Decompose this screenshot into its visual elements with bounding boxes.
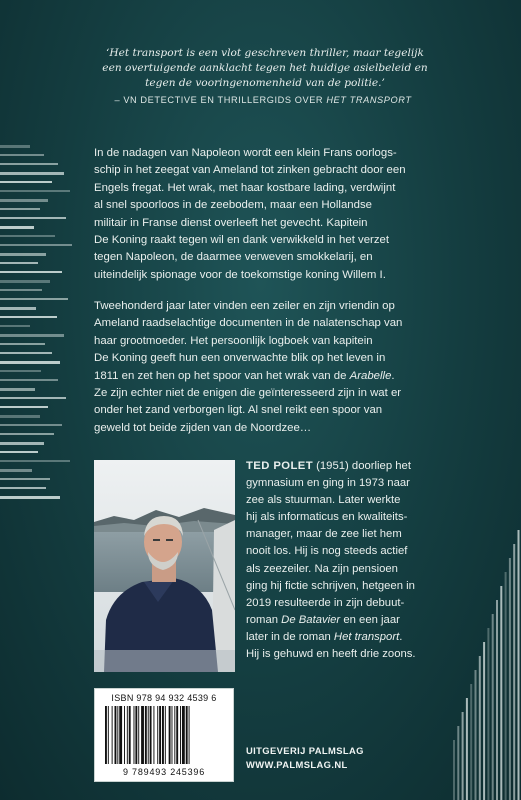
barcode-digits: 9 789493 245396	[122, 767, 206, 777]
decorative-bar	[0, 397, 66, 399]
decorative-bar	[0, 487, 46, 489]
quote-source-prefix: – VN DETECTIVE EN THRILLERGIDS OVER	[114, 95, 327, 105]
barcode-bar	[134, 706, 135, 764]
decorative-bar	[466, 698, 468, 800]
text-line: zee als stuurman. Later werkte	[246, 494, 401, 507]
barcode-bar	[115, 706, 117, 764]
barcode-bar	[108, 706, 109, 764]
barcode-bar	[157, 706, 158, 764]
decorative-bar	[0, 226, 34, 229]
decorative-bar	[0, 154, 44, 156]
decorative-bar	[513, 544, 515, 800]
quote-source	[88, 95, 438, 105]
text-line: als zeezeiler. Na zijn pensioen	[246, 562, 398, 575]
barcode-bar	[127, 706, 128, 764]
quote-line: ‘Het transport is een vlot geschreven thriller, maar tegelijk	[106, 47, 424, 59]
author-bio	[246, 458, 436, 663]
decorative-bar	[0, 316, 57, 318]
text-line: Tweehonderd jaar later vinden een zeiler en zijn vriendin op	[94, 300, 395, 312]
decorative-bar	[0, 460, 70, 462]
text-line: uiteindelijk spionage voor de toekomstige koning Willem I.	[94, 268, 386, 281]
text-line: Ameland raadselachtige documenten in de nalatenschap van	[94, 317, 403, 330]
barcode-bar	[180, 706, 181, 764]
barcode-bar	[141, 706, 144, 764]
decorative-bar	[0, 469, 32, 472]
decorative-bar	[0, 298, 68, 300]
barcode-bar	[112, 706, 113, 764]
decorative-bar	[0, 406, 48, 408]
decorative-bar	[0, 172, 64, 175]
publisher-url: WWW.PALMSLAG.NL	[246, 759, 348, 770]
text-fragment: .	[391, 369, 395, 382]
decorative-bar	[500, 586, 502, 800]
text-line: al snel spoorloos in de zeebodem, maar een Hollandse	[94, 199, 372, 212]
barcode-bars	[105, 706, 223, 766]
barcode-bar	[189, 706, 190, 764]
barcode-bar	[159, 706, 161, 764]
decorative-bar	[0, 217, 66, 219]
decorative-bar	[479, 656, 481, 800]
text-line: 2019 resulteerde in zijn debuut-	[246, 596, 405, 609]
decorative-bar	[0, 307, 36, 310]
decorative-bar	[518, 530, 520, 800]
quote-line: tegen de vooringenomenheid van de politie.’	[145, 77, 385, 89]
text-line: militair in Franse dienst overleeft het gevecht. Kapitein	[94, 216, 368, 229]
text-line: hij als informaticus en kwaliteits-	[246, 511, 408, 524]
text-line	[94, 368, 434, 385]
decorative-bar	[0, 289, 42, 291]
barcode-bar	[153, 706, 154, 764]
text-fragment: .	[399, 630, 403, 643]
text-line	[246, 612, 436, 629]
blurb-paragraph-2	[94, 298, 434, 437]
isbn-barcode	[94, 688, 234, 782]
decorative-bar	[0, 262, 38, 264]
book-title: De Batavier	[281, 613, 341, 626]
decorative-bar	[0, 442, 44, 445]
text-fragment: roman	[246, 613, 282, 626]
decorative-bar	[0, 199, 48, 202]
ship-name: Arabelle	[349, 369, 392, 382]
decorative-bars-left	[0, 0, 80, 800]
decorative-bar	[0, 415, 40, 418]
decorative-bar	[462, 712, 464, 800]
text-line: gymnasium en ging in 1973 naar	[246, 477, 410, 490]
barcode-bar	[172, 706, 173, 764]
decorative-bar	[0, 334, 64, 337]
barcode-bar	[124, 706, 125, 764]
text-line: Ze zijn echter niet de enigen die geïnteresseerd zijn in wat er	[94, 387, 402, 400]
text-line: In de nadagen van Napoleon wordt een klein Frans oorlogs-	[94, 147, 397, 159]
decorative-bars-right	[431, 0, 521, 800]
text-line: ging hij fictie schrijven, hetgeen in	[246, 579, 415, 592]
text-line: haar grootmoeder. Het persoonlijk logboek van kapitein	[94, 334, 373, 347]
barcode-bar	[176, 706, 178, 764]
decorative-bar	[0, 451, 38, 453]
decorative-bar	[453, 740, 455, 800]
decorative-bar	[0, 244, 72, 246]
decorative-bar	[475, 670, 477, 800]
text-line: tegen Napoleon, de daarmee verweven smokkelarij, en	[94, 251, 373, 264]
decorative-bar	[0, 235, 55, 237]
text-line: onder het zand verborgen ligt. Al snel reikt een spoor van	[94, 404, 383, 417]
decorative-bar	[492, 614, 494, 800]
text-line: nooit los. Hij is nog steeds actief	[246, 545, 408, 558]
decorative-bar	[0, 352, 52, 354]
decorative-bar	[0, 343, 45, 345]
decorative-bar	[0, 181, 52, 183]
author-photo	[94, 460, 235, 672]
blurb-paragraph-1	[94, 145, 434, 284]
decorative-bar	[0, 478, 50, 480]
barcode-bar	[105, 706, 107, 764]
decorative-bar	[0, 271, 62, 273]
decorative-bar	[0, 433, 54, 435]
book-title: Het transport	[333, 630, 400, 643]
quote-source-title: HET TRANSPORT	[326, 95, 412, 105]
text-fragment: later in de roman	[246, 630, 334, 643]
decorative-bar	[0, 361, 60, 364]
publisher-name: UITGEVERIJ PALMSLAG	[246, 745, 364, 756]
barcode-bar	[165, 706, 166, 764]
barcode-bar	[162, 706, 164, 764]
isbn-label: ISBN 978 94 932 4539 6	[111, 693, 217, 703]
decorative-bar	[0, 253, 46, 256]
decorative-bar	[0, 496, 60, 499]
barcode-bar	[129, 706, 131, 764]
barcode-bar	[138, 706, 139, 764]
text-line: Hij is gehuwd en heeft drie zoons.	[246, 648, 416, 661]
decorative-bar	[0, 208, 40, 210]
text-fragment: (1951) doorliep het	[313, 460, 411, 472]
text-line: De Koning raakt tegen wil en dank verwikkeld in het verzet	[94, 234, 390, 247]
decorative-bar	[0, 325, 30, 327]
text-fragment: en een jaar	[340, 613, 400, 626]
decorative-bar	[0, 424, 62, 426]
text-fragment: 1811 en zet hen op het spoor van het wrak van de	[94, 369, 350, 382]
decorative-bar	[496, 600, 498, 800]
quote-line: een overtuigende aanklacht tegen het huidige asielbeleid en	[102, 62, 428, 74]
decorative-bar	[457, 726, 459, 800]
decorative-bar	[0, 388, 35, 391]
barcode-bar	[150, 706, 152, 764]
text-line: schip in het zeegat van Ameland tot zinken gebracht door een	[94, 164, 406, 177]
text-line	[246, 458, 436, 475]
decorative-bar	[0, 190, 70, 192]
barcode-bar	[148, 706, 149, 764]
decorative-bar	[487, 628, 489, 800]
barcode-bar	[117, 706, 118, 764]
barcode-bar	[135, 706, 137, 764]
publisher-info	[246, 744, 364, 772]
decorative-bar	[0, 379, 58, 381]
text-line: manager, maar de zee liet hem	[246, 528, 402, 541]
author-name: TED POLET	[246, 460, 313, 472]
barcode-bar	[186, 706, 188, 764]
decorative-bar	[470, 684, 472, 800]
decorative-bar	[0, 280, 50, 283]
decorative-bar	[483, 642, 485, 800]
review-quote	[100, 46, 430, 91]
barcode-bar	[145, 706, 147, 764]
text-line: Engels fregat. Het wrak, met haar kostbare lading, verdwijnt	[94, 181, 396, 194]
text-line: geweld tot beide zijden van de Noordzee…	[94, 421, 312, 434]
text-line: De Koning geeft hun een onverwachte blik op het leven in	[94, 352, 386, 365]
barcode-bar	[182, 706, 185, 764]
decorative-bar	[505, 572, 507, 800]
decorative-bar	[0, 145, 30, 148]
barcode-bar	[174, 706, 175, 764]
decorative-bar	[0, 163, 58, 165]
barcode-bar	[169, 706, 171, 764]
decorative-bar	[509, 558, 511, 800]
decorative-bar	[0, 370, 41, 372]
barcode-bar	[119, 706, 122, 764]
text-line	[246, 629, 436, 646]
